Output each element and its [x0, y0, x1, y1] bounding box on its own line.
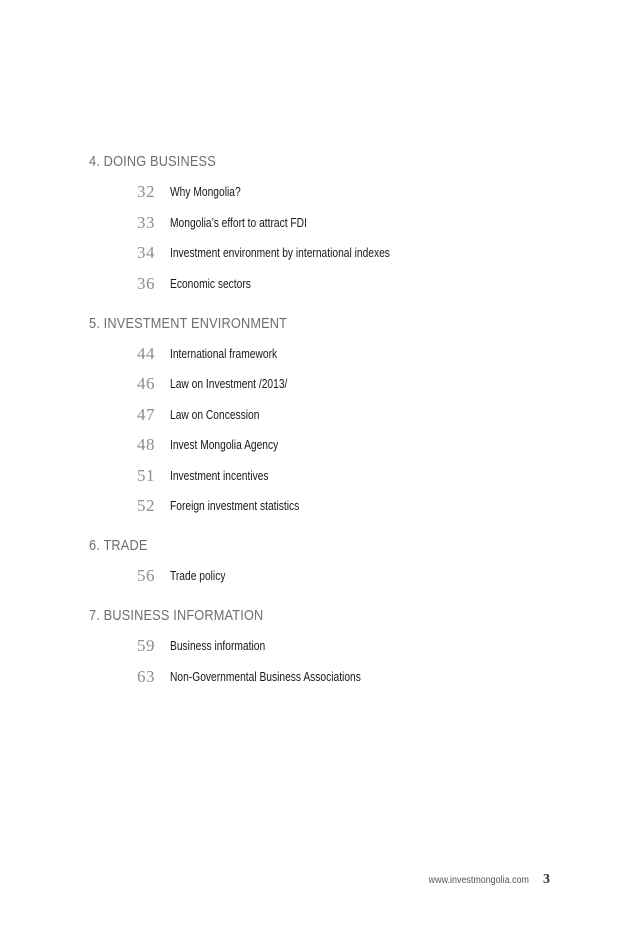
toc-entry[interactable] — [89, 272, 609, 296]
section-title: 7. BUSINESS INFORMATION — [89, 607, 264, 624]
footer-url[interactable]: www.investmongolia.com — [428, 874, 529, 886]
toc-section-business-information — [89, 606, 609, 689]
entry-title: Economic sectors — [170, 276, 251, 291]
toc-entry[interactable] — [89, 342, 609, 366]
entry-title: Mongolia’s effort to attract FDI — [170, 215, 307, 230]
entry-title: Why Mongolia? — [170, 185, 241, 199]
entry-title: Investment environment by international indexes — [170, 246, 390, 260]
entry-page-number: 63 — [137, 666, 155, 686]
entry-title: Invest Mongolia Agency — [170, 438, 279, 452]
entry-title: Trade policy — [170, 569, 226, 583]
entry-title: Business information — [170, 639, 266, 653]
entry-page-number: 46 — [137, 374, 155, 393]
entry-page-number: 44 — [137, 343, 155, 363]
toc-entry[interactable] — [89, 211, 609, 235]
entry-page-number: 48 — [137, 435, 155, 454]
footer-page-number: 3 — [543, 872, 550, 887]
toc-section-doing-business — [89, 152, 609, 296]
toc-entry[interactable] — [89, 494, 609, 518]
entry-title: International framework — [170, 346, 278, 361]
entry-title: Investment incentives — [170, 468, 269, 483]
entry-page-number: 59 — [137, 636, 155, 655]
entry-page-number: 47 — [137, 404, 155, 424]
toc-entry[interactable] — [89, 634, 609, 658]
entry-title: Law on Concession — [170, 407, 260, 422]
entry-page-number: 34 — [137, 243, 155, 262]
entry-page-number: 33 — [137, 212, 155, 232]
toc-entry[interactable] — [89, 464, 609, 488]
section-title: 6. TRADE — [89, 537, 148, 554]
toc-entry[interactable] — [89, 665, 609, 689]
page-footer — [380, 868, 550, 892]
entry-page-number: 52 — [137, 496, 155, 515]
entry-page-number: 36 — [137, 273, 155, 293]
entry-title: Non-Governmental Business Associations — [170, 669, 361, 684]
entry-page-number: 32 — [137, 182, 155, 201]
table-of-contents — [89, 152, 609, 707]
toc-entry[interactable] — [89, 564, 609, 588]
entry-title: Law on Investment /2013/ — [170, 377, 288, 391]
toc-entry[interactable] — [89, 180, 609, 204]
toc-entry[interactable] — [89, 433, 609, 457]
toc-section-investment-environment — [89, 314, 609, 519]
toc-entry[interactable] — [89, 241, 609, 265]
toc-section-trade — [89, 536, 609, 588]
toc-entry[interactable] — [89, 372, 609, 396]
toc-entry[interactable] — [89, 403, 609, 427]
section-title: 5. INVESTMENT ENVIRONMENT — [89, 314, 288, 332]
entry-page-number: 56 — [137, 566, 155, 585]
section-title: 4. DOING BUSINESS — [89, 153, 216, 170]
entry-title: Foreign investment statistics — [170, 499, 300, 513]
entry-page-number: 51 — [137, 465, 155, 485]
